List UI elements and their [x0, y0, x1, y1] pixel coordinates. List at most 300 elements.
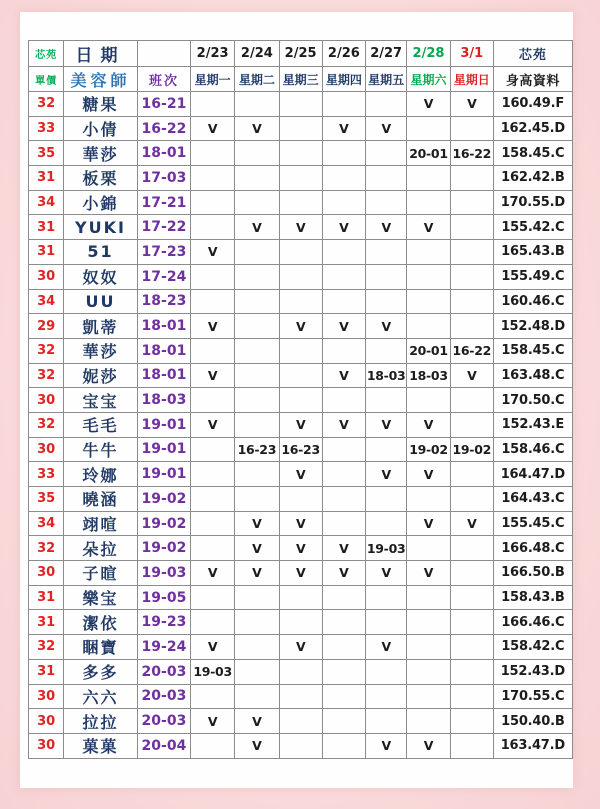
mark-cell	[191, 141, 235, 166]
mark-cell	[407, 116, 451, 141]
header-row-weekdays	[29, 67, 573, 92]
mark-cell	[279, 363, 322, 388]
xinyuan-top-right-label: 芯苑	[493, 41, 572, 67]
mark-cell	[366, 585, 407, 610]
mark-cell	[279, 709, 322, 734]
table-row	[29, 264, 573, 289]
mark-cell: V	[322, 116, 366, 141]
name-cell: 潔依	[64, 610, 137, 635]
mark-cell	[279, 264, 322, 289]
mark-cell	[279, 659, 322, 684]
mark-cell: V	[407, 561, 451, 586]
mark-cell	[450, 635, 493, 660]
day-date-2/23: 2/23	[191, 41, 235, 67]
height-cell: 165.43.B	[493, 240, 572, 265]
shift-cell: 20-03	[137, 684, 191, 709]
mark-cell: 16-23	[235, 437, 280, 462]
shift-cell: 20-04	[137, 733, 191, 758]
name-cell: 小倩	[64, 116, 137, 141]
mark-cell	[235, 388, 280, 413]
mark-cell: V	[450, 511, 493, 536]
mark-cell: V	[366, 561, 407, 586]
price-cell: 30	[29, 437, 64, 462]
mark-cell	[366, 709, 407, 734]
mark-cell	[279, 116, 322, 141]
height-cell: 163.47.D	[493, 733, 572, 758]
name-cell: 板栗	[64, 166, 137, 191]
mark-cell	[235, 487, 280, 512]
mark-cell	[322, 141, 366, 166]
mark-cell: V	[235, 561, 280, 586]
shift-cell: 18-03	[137, 388, 191, 413]
mark-cell	[407, 166, 451, 191]
mark-cell	[450, 561, 493, 586]
shift-cell: 18-01	[137, 338, 191, 363]
shift-cell: 19-02	[137, 511, 191, 536]
mark-cell	[407, 264, 451, 289]
mark-cell	[235, 412, 280, 437]
mark-cell: V	[407, 215, 451, 240]
mark-cell: V	[322, 412, 366, 437]
height-cell: 158.45.C	[493, 141, 572, 166]
day-weekday-2/25: 星期三	[279, 67, 322, 92]
mark-cell	[450, 190, 493, 215]
mark-cell: V	[279, 462, 322, 487]
mark-cell: V	[191, 240, 235, 265]
price-cell: 32	[29, 363, 64, 388]
name-cell: 菓菓	[64, 733, 137, 758]
table-row	[29, 190, 573, 215]
day-weekday-3/1: 星期日	[450, 67, 493, 92]
shift-cell: 19-01	[137, 437, 191, 462]
price-cell: 35	[29, 487, 64, 512]
table-row	[29, 412, 573, 437]
table-row	[29, 487, 573, 512]
table-row	[29, 289, 573, 314]
price-cell: 32	[29, 338, 64, 363]
mark-cell: V	[191, 412, 235, 437]
mark-cell	[191, 585, 235, 610]
height-cell: 162.42.B	[493, 166, 572, 191]
mark-cell: V	[450, 363, 493, 388]
price-cell: 30	[29, 264, 64, 289]
mark-cell	[366, 338, 407, 363]
day-weekday-2/28: 星期六	[407, 67, 451, 92]
name-cell: 奴奴	[64, 264, 137, 289]
mark-cell	[191, 610, 235, 635]
mark-cell: V	[407, 92, 451, 117]
mark-cell	[450, 610, 493, 635]
table-row	[29, 363, 573, 388]
name-cell: 曉涵	[64, 487, 137, 512]
price-cell: 30	[29, 709, 64, 734]
table-row	[29, 610, 573, 635]
mark-cell: V	[191, 709, 235, 734]
height-cell: 155.42.C	[493, 215, 572, 240]
mark-cell: 16-22	[450, 141, 493, 166]
shift-cell: 18-01	[137, 141, 191, 166]
mark-cell	[279, 733, 322, 758]
mark-cell: V	[407, 511, 451, 536]
mark-cell: V	[366, 314, 407, 339]
mark-cell	[191, 536, 235, 561]
mark-cell	[366, 659, 407, 684]
mark-cell: 16-23	[279, 437, 322, 462]
mark-cell	[322, 289, 366, 314]
table-row	[29, 709, 573, 734]
mark-cell	[407, 610, 451, 635]
mark-cell: 18-03	[407, 363, 451, 388]
mark-cell	[366, 240, 407, 265]
height-cell: 152.43.D	[493, 659, 572, 684]
mark-cell	[235, 141, 280, 166]
mark-cell	[366, 684, 407, 709]
table-row	[29, 166, 573, 191]
price-cell: 31	[29, 215, 64, 240]
mark-cell	[235, 338, 280, 363]
mark-cell: 19-02	[450, 437, 493, 462]
height-cell: 163.48.C	[493, 363, 572, 388]
shift-cell: 19-02	[137, 487, 191, 512]
mark-cell	[407, 289, 451, 314]
schedule-sheet	[20, 12, 573, 788]
price-cell: 33	[29, 116, 64, 141]
day-date-3/1: 3/1	[450, 41, 493, 67]
height-cell: 152.43.E	[493, 412, 572, 437]
day-weekday-2/24: 星期二	[235, 67, 280, 92]
height-cell: 162.45.D	[493, 116, 572, 141]
mark-cell	[279, 338, 322, 363]
height-cell: 158.42.C	[493, 635, 572, 660]
mark-cell	[366, 487, 407, 512]
mark-cell	[450, 487, 493, 512]
height-cell: 152.48.D	[493, 314, 572, 339]
mark-cell	[235, 684, 280, 709]
mark-cell: V	[191, 363, 235, 388]
price-cell: 33	[29, 462, 64, 487]
mark-cell	[366, 437, 407, 462]
table-row	[29, 338, 573, 363]
height-cell: 164.47.D	[493, 462, 572, 487]
mark-cell	[235, 659, 280, 684]
mark-cell	[450, 684, 493, 709]
price-cell: 31	[29, 240, 64, 265]
mark-cell	[191, 511, 235, 536]
mark-cell: 19-03	[366, 536, 407, 561]
day-weekday-2/26: 星期四	[322, 67, 366, 92]
mark-cell	[322, 166, 366, 191]
name-cell: 凱蒂	[64, 314, 137, 339]
name-cell: YUKI	[64, 215, 137, 240]
shift-cell: 18-23	[137, 289, 191, 314]
height-cell: 166.50.B	[493, 561, 572, 586]
table-row	[29, 659, 573, 684]
mark-cell: V	[279, 314, 322, 339]
table-row	[29, 585, 573, 610]
mark-cell: V	[366, 116, 407, 141]
name-cell: UU	[64, 289, 137, 314]
mark-cell: V	[322, 561, 366, 586]
table-row	[29, 116, 573, 141]
schedule-body	[29, 92, 573, 759]
price-cell: 30	[29, 733, 64, 758]
mark-cell	[235, 585, 280, 610]
mark-cell	[279, 190, 322, 215]
mark-cell	[191, 388, 235, 413]
name-cell: 牛牛	[64, 437, 137, 462]
shift-header-blank-cell	[137, 41, 191, 67]
mark-cell	[279, 166, 322, 191]
mark-cell	[450, 215, 493, 240]
mark-cell	[279, 289, 322, 314]
shift-cell: 18-01	[137, 314, 191, 339]
mark-cell	[235, 289, 280, 314]
mark-cell: V	[322, 363, 366, 388]
name-cell: 妮莎	[64, 363, 137, 388]
name-cell: 六六	[64, 684, 137, 709]
mark-cell	[322, 388, 366, 413]
mark-cell: V	[235, 733, 280, 758]
mark-cell	[191, 487, 235, 512]
mark-cell	[366, 388, 407, 413]
mark-cell	[322, 659, 366, 684]
mark-cell	[322, 733, 366, 758]
price-cell: 32	[29, 412, 64, 437]
mark-cell: 20-01	[407, 338, 451, 363]
mark-cell	[322, 240, 366, 265]
day-date-2/28: 2/28	[407, 41, 451, 67]
mark-cell	[235, 190, 280, 215]
mark-cell	[322, 684, 366, 709]
table-row	[29, 684, 573, 709]
price-cell: 34	[29, 511, 64, 536]
shift-cell: 19-03	[137, 561, 191, 586]
mark-cell: V	[322, 314, 366, 339]
mark-cell	[366, 264, 407, 289]
mark-cell	[366, 92, 407, 117]
shift-cell: 17-22	[137, 215, 191, 240]
price-cell: 34	[29, 289, 64, 314]
mark-cell	[366, 511, 407, 536]
mark-cell: V	[191, 561, 235, 586]
mark-cell: V	[322, 536, 366, 561]
mark-cell	[235, 264, 280, 289]
mark-cell	[407, 709, 451, 734]
price-cell: 30	[29, 684, 64, 709]
mark-cell: V	[235, 511, 280, 536]
name-cell: 玲娜	[64, 462, 137, 487]
day-date-2/27: 2/27	[366, 41, 407, 67]
height-data-label: 身高資料	[493, 67, 572, 92]
table-row	[29, 536, 573, 561]
shift-cell: 20-03	[137, 709, 191, 734]
mark-cell: V	[366, 215, 407, 240]
mark-cell: V	[191, 116, 235, 141]
price-cell: 31	[29, 610, 64, 635]
price-cell: 31	[29, 166, 64, 191]
shift-cell: 17-23	[137, 240, 191, 265]
name-cell: 拉拉	[64, 709, 137, 734]
price-cell: 32	[29, 92, 64, 117]
mark-cell: V	[322, 215, 366, 240]
shift-cell: 17-21	[137, 190, 191, 215]
mark-cell: 16-22	[450, 338, 493, 363]
mark-cell	[191, 166, 235, 191]
mark-cell	[366, 190, 407, 215]
mark-cell	[322, 264, 366, 289]
mark-cell	[450, 264, 493, 289]
mark-cell	[322, 190, 366, 215]
schedule-header	[29, 41, 573, 92]
mark-cell	[366, 166, 407, 191]
mark-cell	[450, 412, 493, 437]
mark-cell	[322, 437, 366, 462]
day-date-2/24: 2/24	[235, 41, 280, 67]
shift-cell: 18-01	[137, 363, 191, 388]
mark-cell: V	[279, 412, 322, 437]
mark-cell	[322, 462, 366, 487]
shift-cell: 16-22	[137, 116, 191, 141]
height-cell: 166.46.C	[493, 610, 572, 635]
name-cell: 子暄	[64, 561, 137, 586]
mark-cell	[450, 733, 493, 758]
mark-cell: V	[279, 511, 322, 536]
mark-cell	[191, 190, 235, 215]
height-cell: 170.55.C	[493, 684, 572, 709]
mark-cell	[450, 240, 493, 265]
mark-cell: 19-02	[407, 437, 451, 462]
mark-cell	[450, 388, 493, 413]
table-row	[29, 240, 573, 265]
day-weekday-2/23: 星期一	[191, 67, 235, 92]
mark-cell	[191, 338, 235, 363]
name-cell: 樂宝	[64, 585, 137, 610]
mark-cell	[407, 388, 451, 413]
table-row	[29, 92, 573, 117]
mark-cell	[191, 215, 235, 240]
table-row	[29, 733, 573, 758]
table-row	[29, 141, 573, 166]
mark-cell: V	[366, 462, 407, 487]
price-cell: 31	[29, 659, 64, 684]
mark-cell: V	[279, 635, 322, 660]
mark-cell	[407, 536, 451, 561]
height-cell: 158.46.C	[493, 437, 572, 462]
table-row	[29, 314, 573, 339]
mark-cell	[450, 659, 493, 684]
mark-cell	[407, 635, 451, 660]
day-weekday-2/27: 星期五	[366, 67, 407, 92]
name-cell: 華莎	[64, 141, 137, 166]
shift-cell: 17-03	[137, 166, 191, 191]
mark-cell	[235, 635, 280, 660]
mark-cell	[279, 585, 322, 610]
table-row	[29, 388, 573, 413]
mark-cell	[322, 610, 366, 635]
mark-cell: V	[407, 462, 451, 487]
name-cell: 毛毛	[64, 412, 137, 437]
height-cell: 170.50.C	[493, 388, 572, 413]
mark-cell: V	[450, 92, 493, 117]
mark-cell: V	[366, 733, 407, 758]
mark-cell	[450, 116, 493, 141]
date-header-label: 日期	[64, 41, 137, 67]
mark-cell	[322, 585, 366, 610]
table-row	[29, 215, 573, 240]
height-cell: 166.48.C	[493, 536, 572, 561]
mark-cell: V	[407, 733, 451, 758]
mark-cell	[407, 585, 451, 610]
mark-cell: V	[279, 215, 322, 240]
mark-cell	[407, 659, 451, 684]
mark-cell	[191, 264, 235, 289]
price-cell: 32	[29, 635, 64, 660]
name-cell: 宝宝	[64, 388, 137, 413]
name-cell: 糖果	[64, 92, 137, 117]
shift-cell: 19-05	[137, 585, 191, 610]
height-cell: 155.45.C	[493, 511, 572, 536]
mark-cell: 19-03	[191, 659, 235, 684]
table-row	[29, 635, 573, 660]
price-cell: 30	[29, 388, 64, 413]
mark-cell	[279, 240, 322, 265]
mark-cell	[366, 289, 407, 314]
beautician-label: 美容師	[64, 67, 137, 92]
mark-cell	[407, 240, 451, 265]
price-cell: 29	[29, 314, 64, 339]
height-cell: 164.43.C	[493, 487, 572, 512]
name-cell: 朵拉	[64, 536, 137, 561]
price-cell: 32	[29, 536, 64, 561]
shift-cell: 19-01	[137, 412, 191, 437]
table-row	[29, 437, 573, 462]
header-row-dates	[29, 41, 573, 67]
mark-cell	[322, 487, 366, 512]
mark-cell	[450, 314, 493, 339]
price-cell: 31	[29, 585, 64, 610]
mark-cell	[279, 141, 322, 166]
mark-cell	[279, 388, 322, 413]
table-row	[29, 462, 573, 487]
mark-cell	[450, 585, 493, 610]
mark-cell	[322, 92, 366, 117]
mark-cell	[235, 240, 280, 265]
shift-cell: 20-03	[137, 659, 191, 684]
mark-cell	[407, 190, 451, 215]
price-cell: 35	[29, 141, 64, 166]
mark-cell: V	[235, 536, 280, 561]
mark-cell	[191, 289, 235, 314]
mark-cell	[235, 92, 280, 117]
height-cell: 155.49.C	[493, 264, 572, 289]
schedule-table	[28, 40, 573, 759]
mark-cell	[279, 610, 322, 635]
height-cell: 150.40.B	[493, 709, 572, 734]
mark-cell	[235, 462, 280, 487]
height-cell: 170.55.D	[493, 190, 572, 215]
mark-cell: V	[191, 314, 235, 339]
day-date-2/25: 2/25	[279, 41, 322, 67]
shift-cell: 19-24	[137, 635, 191, 660]
price-cell: 30	[29, 561, 64, 586]
shift-label: 班次	[137, 67, 191, 92]
name-cell: 小錦	[64, 190, 137, 215]
mark-cell: V	[235, 709, 280, 734]
name-cell: 華莎	[64, 338, 137, 363]
mark-cell: V	[235, 116, 280, 141]
name-cell: 翊喧	[64, 511, 137, 536]
mark-cell	[279, 684, 322, 709]
